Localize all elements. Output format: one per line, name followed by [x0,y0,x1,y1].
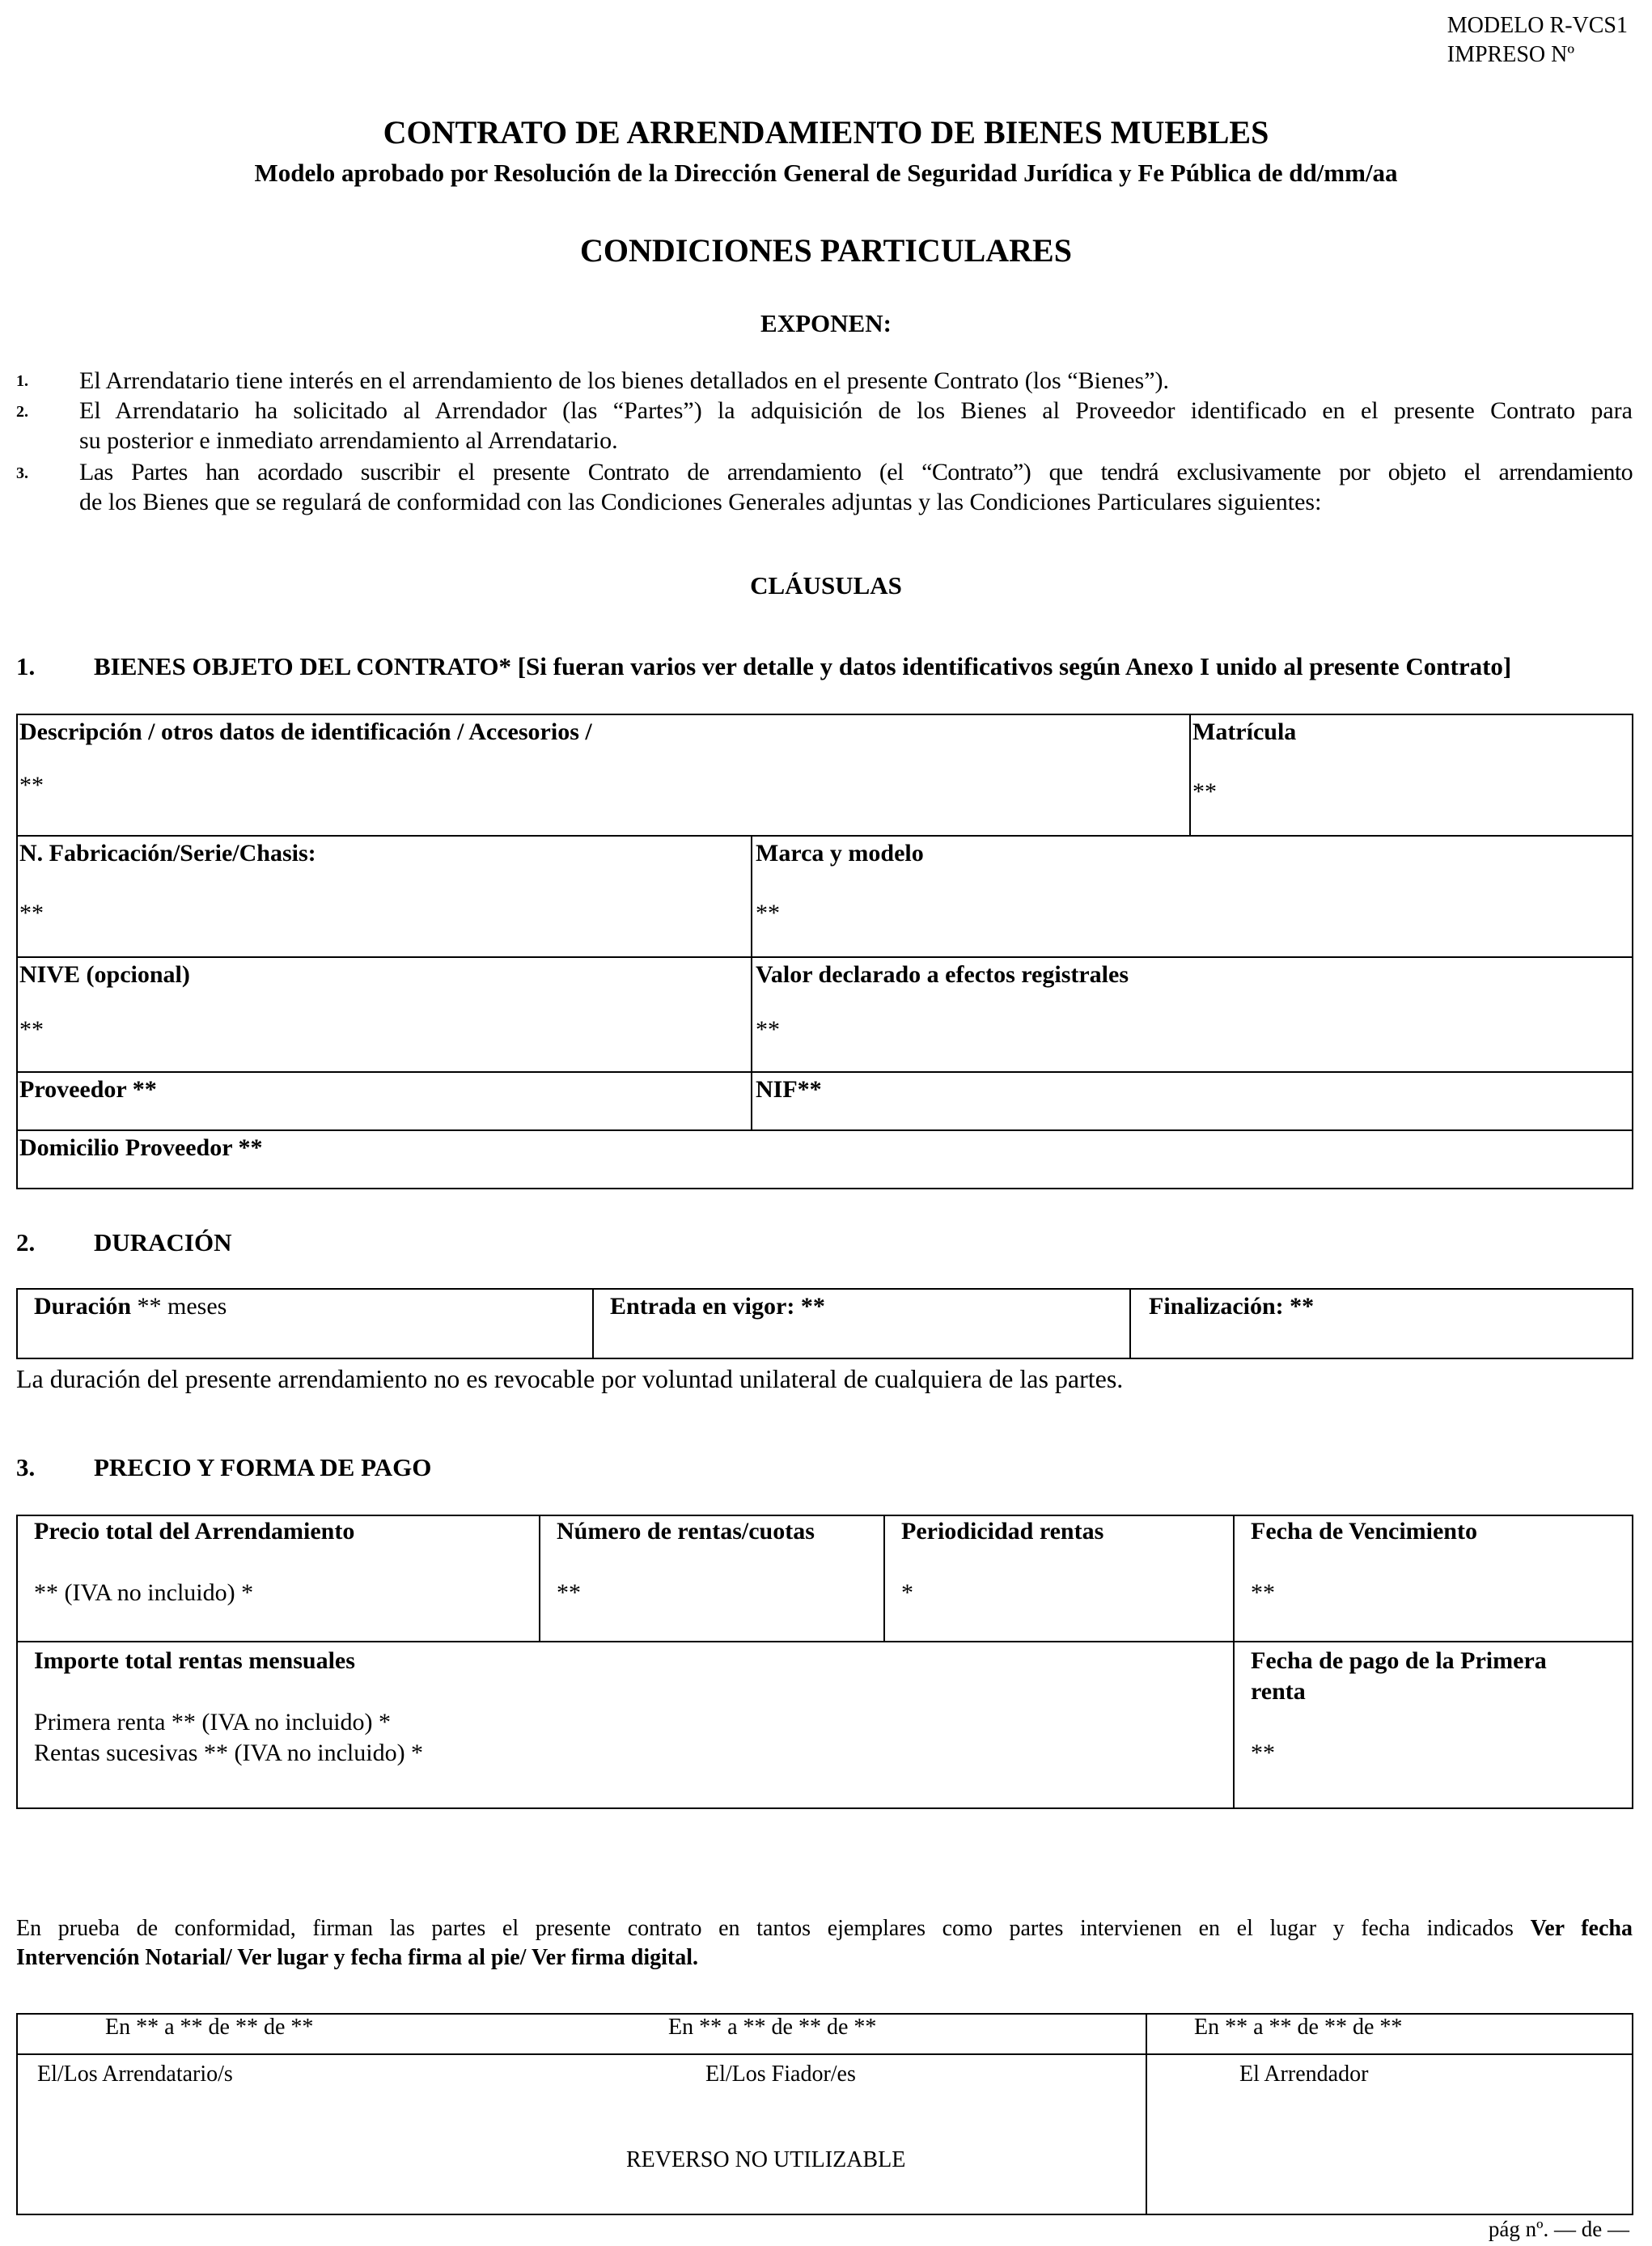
precio-col-divider [883,1515,885,1641]
duracion-col-divider [1129,1288,1131,1359]
clause-2-title: DURACIÓN [94,1228,232,1256]
duracion-col-divider [592,1288,594,1359]
clause-1-title: BIENES OBJETO DEL CONTRATO* [Si fueran varios ver detalle y datos identificativos según Anexo I unido al presente Contrato] [94,652,1512,680]
exponen-item-1-line-1: El Arrendatario tiene interés en el arrendamiento de los bienes detallados en el presente Contrato (los “Bienes”). [79,367,1169,394]
exponen-item-2-number: 2. [16,403,28,421]
marca-label: Marca y modelo [756,840,924,867]
duracion-note: La duración del presente arrendamiento no es revocable por voluntad unilateral de cualquiera de las partes. [16,1364,1124,1393]
descripcion-value: ** [19,772,44,799]
model-code: MODELO R-VCS1 [1447,13,1628,38]
descripcion-label: Descripción / otros datos de identificación / Accesorios / [19,718,592,745]
vencimiento-value: ** [1251,1579,1275,1606]
reverso-note: REVERSO NO UTILIZABLE [626,2147,906,2172]
importe-label: Importe total rentas mensuales [34,1647,355,1674]
signature-party-1: El/Los Arrendatario/s [37,2062,233,2087]
bienes-row-divider [16,1129,1633,1131]
document-title: CONTRATO DE ARRENDAMIENTO DE BIENES MUEBLES [383,114,1269,150]
signature-date-2: En ** a ** de ** de ** [668,2015,877,2040]
nive-value: ** [19,1016,44,1043]
clause-1-number: 1. [16,652,36,680]
conformidad-line-2: Intervención Notarial/ Ver lugar y fecha firma al pie/ Ver firma digital. [16,1945,699,1970]
primera-renta: Primera renta ** (IVA no incluido) * [34,1709,392,1735]
precio-col-divider [1233,1515,1235,1809]
nive-label: NIVE (opcional) [19,961,190,988]
domicilio-label: Domicilio Proveedor ** [19,1134,263,1161]
precio-row-divider [16,1641,1633,1642]
signatures-row-divider [16,2053,1633,2055]
bienes-col-divider [751,835,752,1129]
conformidad-line-1 [16,1916,1633,1942]
conformidad-bold-1: Ver fecha [1530,1916,1633,1941]
exponen-item-1-number: 1. [16,372,28,390]
bienes-row-divider [16,1071,1633,1073]
bienes-row-divider [16,835,1633,837]
periodicidad-value: * [901,1579,913,1606]
impreso-number: IMPRESO Nº [1447,42,1575,67]
valor-value: ** [756,1016,780,1043]
condiciones-heading: CONDICIONES PARTICULARES [580,232,1072,269]
matricula-label: Matrícula [1192,718,1297,745]
exponen-item-3-number: 3. [16,464,28,482]
clause-3-title: PRECIO Y FORMA DE PAGO [94,1453,432,1481]
duracion-cell [34,1293,227,1320]
signature-date-3: En ** a ** de ** de ** [1194,2015,1403,2040]
bienes-table [16,714,1633,1189]
exponen-item-2-line-1: El Arrendatario ha solicitado al Arrendador (las “Partes”) la adquisición de los Bienes al Proveedor identificado en el presente Contrato para [79,397,1633,424]
signatures-col-divider [1146,2013,1147,2215]
signature-party-3: El Arrendador [1239,2062,1369,2087]
exponen-item-2-line-2: su posterior e inmediato arrendamiento al Arrendatario. [79,427,618,454]
fabricacion-label: N. Fabricación/Serie/Chasis: [19,840,316,867]
duracion-label: Duración [34,1293,131,1320]
marca-value: ** [756,900,780,926]
signatures-table [16,2013,1633,2215]
bienes-col-divider [1189,714,1191,835]
fabricacion-value: ** [19,900,44,926]
entrada-vigor-label: Entrada en vigor: ** [610,1293,825,1320]
bienes-row-divider [16,956,1633,958]
clause-2-number: 2. [16,1228,36,1256]
signature-date-1: En ** a ** de ** de ** [105,2015,314,2040]
clause-3-number: 3. [16,1453,36,1481]
clausulas-heading: CLÁUSULAS [750,571,902,600]
page-number: pág nº. — de — [1488,2217,1629,2241]
conformidad-text: En prueba de conformidad, firman las partes el presente contrato en tantos ejemplares como partes intervienen en el lugar y fecha indicados [16,1916,1514,1941]
nif-label: NIF** [756,1076,822,1103]
vencimiento-label: Fecha de Vencimiento [1251,1518,1477,1545]
document-subtitle: Modelo aprobado por Resolución de la Dirección General de Seguridad Jurídica y Fe Pública de dd/mm/aa [254,159,1398,187]
precio-value: ** (IVA no incluido) * [34,1579,254,1606]
numero-rentas-value: ** [557,1579,581,1606]
signature-party-2: El/Los Fiador/es [705,2062,856,2087]
matricula-value: ** [1192,778,1217,805]
fecha-pago-value: ** [1251,1740,1275,1766]
finalizacion-label: Finalización: ** [1149,1293,1315,1320]
precio-col-divider [539,1515,540,1641]
proveedor-label: Proveedor ** [19,1076,157,1103]
fecha-pago-label-1: Fecha de pago de la Primera [1251,1647,1547,1674]
precio-label: Precio total del Arrendamiento [34,1518,355,1545]
exponen-heading: EXPONEN: [760,309,892,337]
periodicidad-label: Periodicidad rentas [901,1518,1104,1545]
fecha-pago-label-2: renta [1251,1678,1306,1705]
exponen-item-3-line-1: Las Partes han acordado suscribir el presente Contrato de arrendamiento (el “Contrato”) que tendrá exclusivamente por objeto el arrendamiento [79,459,1633,485]
model-code-block [1447,11,1628,70]
valor-label: Valor declarado a efectos registrales [756,961,1129,988]
exponen-item-3-line-2: de los Bienes que se regulará de conformidad con las Condiciones Generales adjuntas y las Condiciones Particulares siguientes: [79,489,1322,515]
duracion-value: ** meses [137,1293,227,1320]
rentas-sucesivas: Rentas sucesivas ** (IVA no incluido) * [34,1740,424,1766]
numero-rentas-label: Número de rentas/cuotas [557,1518,815,1545]
